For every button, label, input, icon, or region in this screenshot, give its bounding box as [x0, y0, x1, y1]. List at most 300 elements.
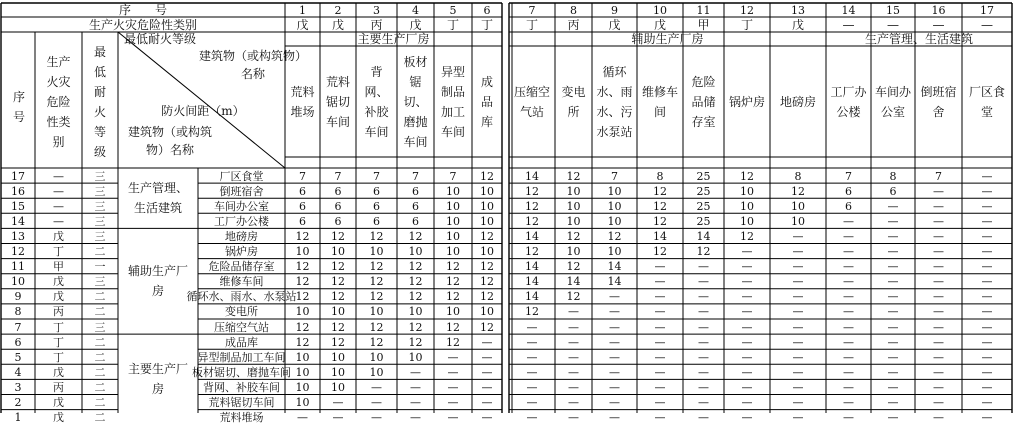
distance-value: —: [447, 365, 459, 379]
col-number: 4: [412, 3, 419, 17]
left-hazard-header: 生产火灾危险性类别: [46, 55, 71, 149]
distance-value: 6: [373, 199, 380, 213]
col-number: 10: [653, 3, 667, 17]
distance-value: 10: [480, 305, 494, 319]
distance-value: 14: [525, 169, 539, 183]
distance-value: 10: [295, 396, 310, 410]
col-hazard: 戊: [296, 17, 309, 32]
distance-value: —: [654, 260, 666, 274]
row-hazard: 甲: [53, 260, 64, 274]
distance-value: —: [568, 411, 579, 425]
distance-value: 25: [696, 199, 711, 213]
row-rating: 三: [94, 229, 106, 243]
col-name: 荒料堆场: [290, 84, 315, 119]
distance-value: 10: [369, 305, 384, 319]
distance-value: —: [481, 350, 493, 364]
col-name: 板材锯切、磨抛车间: [403, 54, 428, 149]
distance-value: —: [410, 365, 421, 379]
col-number: 9: [611, 3, 618, 17]
distance-value: —: [981, 184, 993, 198]
row-number: 15: [11, 199, 25, 213]
col-number: 17: [980, 3, 994, 17]
row-rating: 三: [94, 169, 106, 183]
distance-value: 10: [446, 229, 460, 243]
distance-value: 12: [653, 199, 667, 213]
distance-value: —: [981, 380, 993, 394]
col-number: 11: [696, 3, 711, 17]
distance-value: —: [933, 411, 944, 425]
col-hazard: 戊: [608, 17, 621, 32]
row-number: 13: [11, 229, 25, 243]
distance-value: 12: [295, 320, 310, 334]
left-rating-header: 最低耐火等级: [94, 45, 107, 159]
distance-value: 12: [446, 320, 460, 334]
distance-value: —: [887, 290, 899, 304]
row-number: 17: [11, 169, 25, 183]
col-name: 厂区食堂: [968, 84, 1005, 119]
distance-value: 10: [566, 199, 581, 213]
distance-value: —: [933, 320, 944, 334]
distance-value: —: [887, 199, 899, 213]
distance-value: 10: [295, 305, 310, 319]
distance-value: —: [933, 229, 944, 243]
row-hazard: —: [53, 184, 64, 198]
distance-value: 6: [299, 184, 306, 198]
distance-value: —: [887, 245, 899, 259]
distance-value: —: [371, 411, 382, 425]
distance-value: —: [526, 335, 538, 349]
row-number: 4: [14, 365, 22, 379]
distance-value: —: [568, 396, 579, 410]
distance-value: 8: [889, 169, 897, 183]
distance-value: 14: [525, 260, 539, 274]
distance-value: 12: [566, 290, 581, 304]
distance-value: —: [609, 350, 620, 364]
row-hazard: 丁: [53, 320, 64, 334]
row-hazard: 丙: [53, 380, 64, 394]
distance-value: 12: [740, 229, 754, 243]
distance-value: 10: [740, 199, 754, 213]
distance-value: 10: [740, 214, 754, 228]
distance-value: —: [843, 411, 854, 425]
distance-value: 12: [331, 335, 345, 349]
distance-value: 10: [607, 214, 622, 228]
row-rating: 三: [94, 184, 106, 198]
row-hazard: 戊: [53, 229, 64, 243]
distance-value: 6: [334, 214, 342, 228]
distance-value: 12: [369, 260, 384, 274]
distance-value: 10: [295, 380, 310, 394]
distance-value: 6: [412, 184, 419, 198]
distance-value: —: [792, 245, 804, 259]
distance-value: 10: [480, 184, 494, 198]
distance-value: 6: [373, 184, 380, 198]
distance-value: —: [698, 305, 709, 319]
distance-value: 10: [480, 214, 494, 228]
distance-value: —: [792, 275, 804, 289]
distance-value: —: [887, 335, 899, 349]
distance-value: 8: [794, 169, 802, 183]
distance-value: 10: [295, 365, 310, 379]
distance-value: 12: [607, 229, 622, 243]
distance-value: —: [609, 335, 620, 349]
distance-value: —: [371, 396, 382, 410]
distance-value: —: [654, 335, 666, 349]
distance-value: 14: [653, 229, 667, 243]
row-name: 变电所: [225, 305, 258, 319]
col-name: 地磅房: [779, 94, 816, 109]
col-hazard: —: [842, 17, 855, 32]
distance-value: 6: [373, 214, 380, 228]
distance-value: 12: [480, 320, 494, 334]
distance-value: —: [981, 396, 993, 410]
distance-value: —: [981, 169, 993, 183]
row-name: 异型制品加工车间: [197, 350, 286, 364]
distance-value: 6: [412, 214, 419, 228]
col-number: 15: [886, 3, 900, 17]
distance-value: —: [933, 245, 944, 259]
distance-value: —: [792, 335, 804, 349]
row-hazard: —: [53, 169, 64, 183]
distance-value: —: [843, 275, 854, 289]
distance-value: —: [933, 290, 944, 304]
distance-value: —: [981, 350, 993, 364]
col-name: 倒班宿舍: [920, 84, 957, 119]
distance-value: —: [933, 184, 944, 198]
distance-value: 6: [299, 199, 306, 213]
distance-value: 10: [740, 184, 754, 198]
distance-value: 25: [696, 184, 711, 198]
distance-value: 12: [331, 229, 345, 243]
distance-value: 12: [446, 335, 460, 349]
distance-value: 12: [408, 320, 423, 334]
distance-value: 10: [331, 245, 345, 259]
distance-value: —: [568, 335, 579, 349]
row-rating: 二: [94, 290, 106, 304]
distance-value: —: [981, 305, 993, 319]
distance-value: 10: [607, 199, 622, 213]
distance-value: —: [568, 305, 579, 319]
seq-label: 序 号: [118, 3, 167, 17]
distance-value: 12: [446, 275, 460, 289]
distance-value: —: [481, 365, 493, 379]
row-name: 倒班宿舍: [219, 184, 264, 198]
distance-value: 12: [331, 320, 345, 334]
row-rating: 三: [94, 214, 106, 228]
group-aux-label: 辅助生产厂房: [631, 32, 704, 46]
col-name: 工厂办公楼: [830, 84, 867, 119]
col-hazard: —: [932, 17, 945, 32]
distance-value: —: [609, 305, 620, 319]
distance-value: 7: [449, 169, 457, 183]
group-mgmt-label: 生产管理、生活建筑: [864, 32, 973, 46]
distance-value: 12: [525, 184, 539, 198]
distance-value: —: [654, 365, 666, 379]
row-name: 危险品储存室: [208, 260, 275, 274]
row-name: 地磅房: [225, 229, 258, 243]
distance-value: —: [741, 380, 753, 394]
distance-value: 6: [412, 199, 419, 213]
distance-value: 10: [331, 380, 345, 394]
distance-value: —: [933, 305, 944, 319]
distance-value: —: [609, 320, 620, 334]
col-number: 16: [931, 3, 946, 17]
distance-value: —: [933, 335, 944, 349]
row-number: 2: [14, 396, 22, 410]
distance-value: —: [741, 320, 753, 334]
distance-value: —: [792, 411, 804, 425]
distance-value: —: [698, 380, 709, 394]
distance-value: —: [933, 350, 944, 364]
distance-value: —: [481, 411, 493, 425]
col-number: 3: [373, 3, 380, 17]
distance-value: 10: [331, 350, 345, 364]
col-name: 锅炉房: [728, 94, 765, 109]
distance-value: —: [568, 350, 579, 364]
distance-value: 6: [334, 184, 342, 198]
distance-value: —: [609, 290, 620, 304]
distance-value: 14: [607, 275, 622, 289]
distance-value: 10: [446, 305, 460, 319]
distance-value: 10: [408, 350, 423, 364]
distance-value: 12: [566, 229, 581, 243]
row-rating: 一: [94, 260, 106, 274]
col-hazard: 丙: [567, 17, 580, 32]
row-name: 成品库: [225, 335, 258, 349]
distance-value: 10: [446, 214, 460, 228]
left-seq-header: 序号: [12, 90, 25, 124]
distance-value: —: [741, 305, 753, 319]
distance-value: —: [843, 350, 854, 364]
distance-value: —: [981, 245, 993, 259]
distance-value: —: [741, 396, 753, 410]
distance-value: —: [887, 365, 899, 379]
row-number: 11: [11, 260, 25, 274]
distance-value: —: [981, 275, 993, 289]
distance-value: 10: [408, 305, 423, 319]
distance-value: —: [887, 229, 899, 243]
distance-value: 12: [480, 275, 494, 289]
row-name: 维修车间: [219, 275, 264, 289]
distance-value: —: [981, 365, 993, 379]
distance-value: —: [843, 214, 854, 228]
distance-value: 7: [299, 169, 306, 183]
distance-value: —: [887, 396, 899, 410]
distance-value: 12: [480, 290, 494, 304]
col-name: 荒料锯切车间: [325, 74, 350, 129]
distance-value: 12: [525, 305, 539, 319]
col-hazard: 丁: [525, 17, 538, 32]
distance-value: —: [981, 199, 993, 213]
distance-value: 10: [566, 184, 581, 198]
col-name: 压缩空气站: [513, 84, 550, 119]
distance-value: —: [609, 396, 620, 410]
distance-value: —: [887, 260, 899, 274]
distance-value: 12: [369, 320, 384, 334]
distance-value: 12: [331, 260, 345, 274]
col-number: 5: [449, 3, 457, 17]
distance-value: 12: [369, 290, 384, 304]
distance-value: 12: [525, 199, 539, 213]
distance-value: 10: [446, 245, 460, 259]
distance-value: —: [933, 365, 944, 379]
distance-value: —: [526, 411, 538, 425]
distance-value: 12: [295, 229, 310, 243]
row-hazard: 丁: [53, 350, 64, 364]
distance-value: 10: [607, 184, 622, 198]
distance-value: 12: [525, 214, 539, 228]
row-hazard: 戊: [53, 275, 64, 289]
distance-value: —: [933, 214, 944, 228]
row-name: 荒料锯切车间: [208, 396, 275, 410]
distance-value: —: [568, 320, 579, 334]
distance-value: 10: [566, 214, 581, 228]
distance-value: —: [654, 320, 666, 334]
distance-value: —: [297, 411, 308, 425]
row-hazard: 戊: [53, 365, 64, 379]
distance-value: —: [698, 411, 709, 425]
col-name: 维修车间: [641, 84, 678, 119]
distance-value: 10: [408, 245, 423, 259]
distance-value: 12: [295, 335, 310, 349]
distance-value: 12: [408, 229, 423, 243]
distance-value: —: [741, 350, 753, 364]
distance-value: —: [526, 320, 538, 334]
distance-value: —: [843, 260, 854, 274]
distance-value: 12: [446, 260, 460, 274]
distance-value: —: [698, 350, 709, 364]
col-name: 异型制品加工车间: [440, 64, 465, 139]
distance-value: —: [843, 229, 854, 243]
distance-value: —: [981, 214, 993, 228]
row-name: 板材锯切、磨抛车间: [192, 365, 291, 379]
row-group-label: 生产管理、生活建筑: [127, 181, 188, 216]
distance-value: —: [741, 335, 753, 349]
distance-value: —: [887, 275, 899, 289]
distance-value: 7: [412, 169, 419, 183]
distance-value: 12: [295, 275, 310, 289]
distance-value: —: [981, 260, 993, 274]
distance-value: 12: [408, 275, 423, 289]
row-rating: 二: [94, 411, 106, 425]
row-name: 锅炉房: [225, 245, 258, 259]
distance-value: —: [741, 275, 753, 289]
distance-value: —: [981, 411, 993, 425]
distance-value: 12: [295, 290, 310, 304]
distance-value: 12: [331, 275, 345, 289]
distance-value: 10: [446, 184, 460, 198]
distance-value: —: [698, 290, 709, 304]
distance-value: 10: [607, 245, 622, 259]
distance-value: —: [792, 365, 804, 379]
col-name: 变电所: [561, 84, 586, 119]
distance-value: —: [843, 305, 854, 319]
distance-value: 8: [656, 169, 664, 183]
distance-value: —: [887, 350, 899, 364]
distance-value: 14: [525, 290, 539, 304]
row-name: 背网、补胶车间: [203, 380, 280, 394]
distance-value: 12: [446, 290, 460, 304]
distance-value: —: [792, 380, 804, 394]
col-hazard: —: [981, 17, 993, 32]
distance-value: —: [887, 380, 899, 394]
distance-value: 6: [889, 184, 897, 198]
distance-value: —: [481, 380, 493, 394]
row-number: 7: [14, 320, 22, 334]
distance-value: 12: [791, 184, 805, 198]
distance-value: 14: [696, 229, 711, 243]
rating-label-text: 最低耐火等级: [123, 32, 196, 46]
hazard-label: 生产火灾危险性类别: [88, 17, 197, 32]
col-number: 1: [299, 3, 306, 17]
col-name: 车间办公室: [875, 84, 912, 119]
row-hazard: —: [53, 214, 64, 228]
distance-value: 12: [369, 275, 384, 289]
col-number: 2: [334, 3, 342, 17]
distance-value: 14: [566, 275, 581, 289]
distance-value: —: [481, 335, 493, 349]
distance-value: 6: [334, 199, 342, 213]
row-number: 12: [11, 245, 25, 259]
row-rating: 三: [94, 320, 106, 334]
distance-value: 12: [369, 229, 384, 243]
distance-value: 7: [935, 169, 942, 183]
distance-value: 12: [566, 260, 581, 274]
distance-value: —: [792, 396, 804, 410]
row-name: 厂区食堂: [219, 169, 264, 183]
distance-value: 7: [845, 169, 852, 183]
row-rating: 二: [94, 396, 106, 410]
distance-value: 12: [331, 290, 345, 304]
distance-value: —: [654, 380, 666, 394]
distance-label: 防火间距（m）: [161, 104, 245, 118]
distance-value: —: [887, 320, 899, 334]
row-hazard: 丁: [53, 245, 64, 259]
distance-value: —: [741, 290, 753, 304]
distance-value: 10: [369, 365, 384, 379]
distance-value: —: [410, 380, 421, 394]
row-name: 压缩空气站: [214, 320, 269, 334]
col-hazard: 丁: [480, 17, 493, 32]
distance-value: —: [447, 380, 459, 394]
col-hazard: 甲: [697, 17, 710, 32]
distance-value: 12: [740, 169, 754, 183]
distance-value: 7: [334, 169, 342, 183]
distance-value: —: [698, 335, 709, 349]
distance-value: —: [654, 396, 666, 410]
row-number: 5: [14, 350, 22, 364]
col-number: 8: [570, 3, 577, 17]
distance-value: 12: [566, 169, 581, 183]
distance-value: —: [887, 411, 899, 425]
distance-value: —: [654, 350, 666, 364]
distance-value: —: [609, 365, 620, 379]
distance-value: —: [698, 320, 709, 334]
col-number: 12: [740, 3, 754, 17]
distance-value: 7: [611, 169, 618, 183]
distance-value: —: [843, 245, 854, 259]
distance-value: —: [698, 260, 709, 274]
distance-value: 10: [566, 245, 581, 259]
row-number: 8: [14, 305, 22, 319]
row-number: 14: [11, 214, 25, 228]
col-hazard: 丁: [446, 17, 459, 32]
distance-value: 12: [653, 245, 667, 259]
distance-value: —: [887, 305, 899, 319]
distance-value: 12: [408, 260, 423, 274]
row-hazard: 戊: [53, 396, 64, 410]
distance-value: 10: [480, 245, 494, 259]
